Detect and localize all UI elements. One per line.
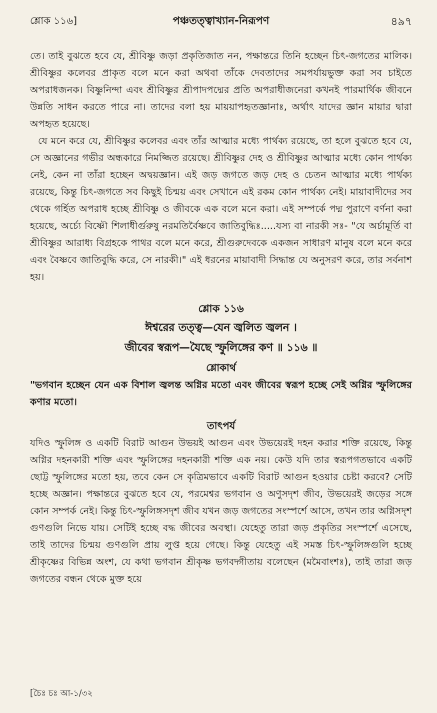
purport-heading: তাৎপর্য: [206, 421, 236, 432]
chapter-title: পঞ্চতত্ত্বাখ্যান-নিরূপণ: [172, 15, 270, 27]
body-paragraph: তে। তাই বুঝতে হবে যে, শ্রীবিষ্ণু জড়া প্রকৃতিজাত নন, পক্ষান্তরে তিনি হচ্ছেন চিৎ-জগতের মালিক। শ্রীবিষ্ণুর কলেবর প্রাকৃত বলে মনে করা অথবা তাঁকে দেবতাদের সমপর্যায়ভুক্ত করা সব চাইতে অপরাধজনক। বিষ্ণুনিন্দা এবং শ্রীবিষ্ণুর শ্রীপাদপদ্মের প্রতি অপরাধীজনেরা কখনই পারমার্থিক জীবনে উন্নতি সাধন করতে পারে না। তাদের বলা হয় মায়য়াপহৃতজ্ঞানাঃ, অর্থাৎ যাদের জ্ঞান মায়ার দ্বারা অপহৃত হয়েছে।: [30, 51, 412, 130]
purport-text: যদিও স্ফুলিঙ্গ ও একটি বিরাট আগুন উভয়ই আগুন এবং উভয়েরই দহন করার শক্তি রয়েছে, কিন্তু অগ্নির দহনকারী শক্তি এবং স্ফুলিঙ্গের দহনকারী শক্তি এক নয়। কেউ যদি তার স্বরূপগতভাবে একটি ছোট্ট স্ফুলিঙ্গের মতো হয়, তবে কেন সে কৃত্রিমভাবে একটি বিরাট আগুন হওয়ার চেষ্টা করবে? সেটি হচ্ছে অজ্ঞান। পক্ষান্তরে বুঝতে হবে যে, পরমেশ্বর ভগবান ও অণুসদৃশ জীব, উভয়েরই জড়ের সঙ্গে কোন সম্পর্ক নেই। কিন্তু চিৎ-স্ফুলিঙ্গসদৃশ জীব যখন জড় জগতের সংস্পর্শে আসে, তখন তার অগ্নিসদৃশ গুণগুলি নিভে যায়। সেটিই হচ্ছে বদ্ধ জীবের অবস্থা। যেহেতু তারা জড় প্রকৃতির সংস্পর্শে এসেছে, তাই তাদের চিন্ময় গুণগুলি প্রায় লুপ্ত হয়ে গেছে। কিন্তু যেহেতু এই সমস্ত চিৎ-স্ফুলিঙ্গগুলি হচ্ছে শ্রীকৃষ্ণের বিভিন্ন অংশ, যে কথা ভগবান শ্রীকৃষ্ণ ভগবদ্গীতায় বলেছেন (মমৈবাংশঃ), তাই তারা জড় জগতের বন্ধন থেকে মুক্ত হয়ে: [30, 438, 412, 585]
verse-line: জীবের স্বরূপ—যৈছে স্ফুলিঙ্গের কণ ॥ ১১৬ ॥: [124, 341, 318, 354]
translation-heading: শ্লোকার্থ: [206, 363, 236, 374]
verse-line: ঈশ্বরের তত্ত্ব—যেন জ্বলিত জ্বলন ।: [145, 321, 297, 334]
footer-signature: [চৈঃ চঃ আ-১/৩২: [30, 689, 93, 699]
verse-reference: শ্লোক ১১৬]: [30, 16, 78, 27]
translation-text: "ভগবান হচ্ছেন যেন এক বিশাল জ্বলন্ত অগ্নির মতো এবং জীবের স্বরূপ হচ্ছে সেই অগ্নির স্ফুলিঙ্গের কণার মতো।: [30, 380, 412, 408]
page-number: ৪৯৭: [390, 15, 412, 28]
running-header: [30, 0, 412, 34]
verse-heading: শ্লোক ১১৬: [198, 303, 244, 315]
body-paragraph: যে মনে করে যে, শ্রীবিষ্ণুর কলেবর এবং তাঁর আত্মার মধ্যে পার্থক্য রয়েছে, তা হলে বুঝতে হবে যে, সে অজ্ঞানের গভীর অন্ধকারে নিমজ্জিত রয়েছে। শ্রীবিষ্ণুর দেহ ও শ্রীবিষ্ণুর আত্মার মধ্যে কোন পার্থক্য নেই, কেন না তাঁরা হচ্ছেন অদ্বয়জ্ঞান। এই জড় জগতে জড় দেহ ও চেতন আত্মার মধ্যে পার্থক্য রয়েছে, কিন্তু চিৎ-জগতে সব কিছুই চিন্ময় এবং সেখানে এই রকম কোন পার্থক্য নেই। মায়াবাদীদের সব থেকে গর্হিত অপরাধ হচ্ছে শ্রীবিষ্ণু ও জীবকে এক বলে মনে করা। এই সম্পর্কে পদ্ম পুরাণে বর্ণনা করা হয়েছে, অর্চ্যে বিষ্ণৌ শিলাধীর্গুরুষু নরমতির্বৈষ্ণবে জাতিবুদ্ধিঃ.....যস্য বা নারকী সঃ- "যে অর্চামূর্তি বা শ্রীবিষ্ণুর আরাধ্য বিগ্রহকে পাথর বলে মনে করে, শ্রীগুরুদেবকে একজন সাধারণ মানুষ বলে মনে করে এবং বৈষ্ণবে জাতিবুদ্ধি করে, সে নারকী।" এই ধরনের মায়াবাদী সিদ্ধান্ত যে অনুসরণ করে, তার সর্বনাশ হয়।: [30, 136, 412, 283]
